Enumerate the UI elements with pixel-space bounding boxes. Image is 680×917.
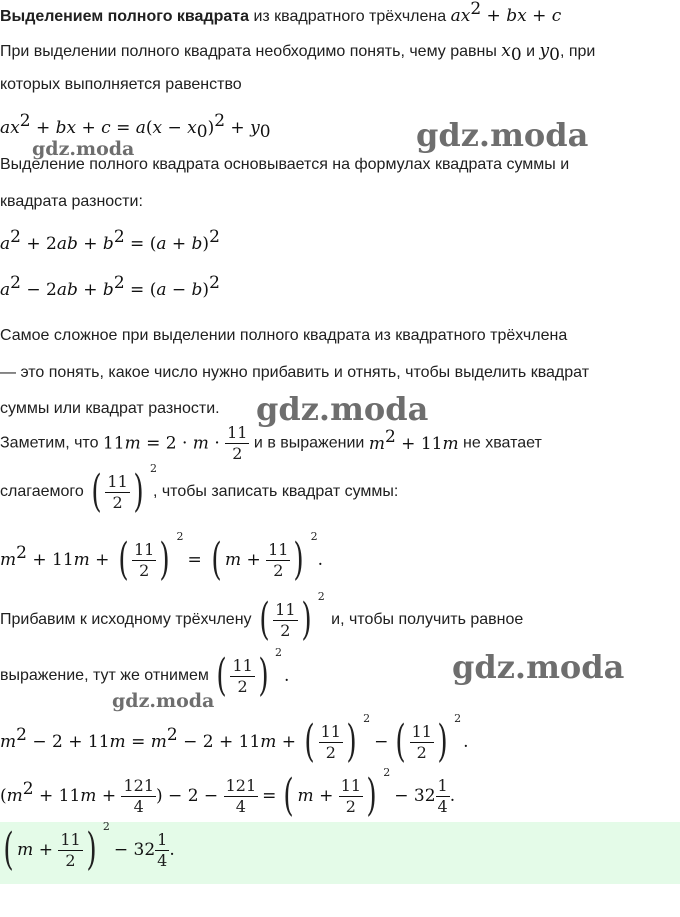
question-tail: , при (559, 43, 596, 60)
line-understand: — это понять, какое число нужно прибавить и отнять, чтобы выделить квадрат (0, 364, 590, 381)
line-basis: Выделение полного квадрата основывается на формулах квадрата суммы и (0, 156, 570, 173)
watermark: gdz.moda (112, 690, 215, 712)
math-square-diff: $a^2 - 2ab + b^2 = (a - b)^2$ (0, 273, 220, 300)
math-x0: $x_0$ (501, 41, 522, 65)
term-text: слагаемого (0, 483, 89, 500)
line-diff: квадрата разности: (0, 193, 143, 210)
math-add-subtract: $m^2 - 2 + 11m = m^2 - 2 + 11m$ + ( $\frac{11}{2}$ ) 2 − ( $\frac{11}{2}$ ) 2 . (0, 712, 469, 767)
line-subtract: выражение, тут же отнимем ( $\frac{11}{2}$ ) 2 . (0, 646, 290, 701)
math-complete-square: $m^2 + 11m$ + ( $\frac{11}{2}$ ) 2 = ( m + $\frac{11}{2}$ ) 2 . (0, 530, 324, 585)
term-bold: Выделением полного квадрата (0, 8, 249, 25)
line-notice: Заметим, что 11m = 2 · m · $\frac{11}{2}$ и в выражении $m^2 + 11m$ не хватает (0, 423, 542, 463)
math-regroup: ($m^2 + 11m$ + $\frac{121}{4}$ ) − 2 − $\frac{121}{4}$ = ( m + $\frac{11}{2}$ ) 2 − 32 $\frac{1}{4}$ . (0, 766, 456, 821)
notice-tail: не хватает (458, 434, 542, 452)
conj-and: и (521, 43, 540, 60)
watermark: gdz.moda (32, 138, 135, 160)
notice-mid: и в выражении (249, 434, 369, 452)
line-sum-or-diff: суммы или квадрат разности. (0, 400, 220, 417)
math-trinomial: $ax^2$ + bx + c (450, 0, 562, 26)
watermark: gdz.moda (256, 390, 429, 428)
fraction-11-2: $\frac{11}{2}$ (227, 423, 248, 463)
math-square-sum: $a^2 + 2ab + b^2 = (a + b)^2$ (0, 227, 220, 254)
term-tail: , чтобы записать квадрат суммы: (152, 483, 399, 500)
watermark: gdz.moda (452, 648, 625, 686)
math-y0: $y_0$ (539, 41, 560, 65)
watermark: gdz.moda (416, 116, 589, 154)
math-answer: ( m + $\frac{11}{2}$ ) 2 − 32 $\frac{1}{4}$ . (3, 820, 175, 875)
math-identity: $ax^2$ + bx + $c = a(x - x_0)^2 + y_0$ (0, 111, 271, 142)
intro-text: из квадратного трёхчлена (249, 8, 451, 25)
add-text: Прибавим к исходному трёхчлену (0, 611, 256, 628)
line-missing-term: слагаемого ( $\frac{11}{2}$ ) 2 , чтобы записать квадрат суммы: (0, 462, 399, 517)
line-which: которых выполняется равенство (0, 76, 242, 93)
line-hard: Самое сложное при выделении полного квадрата из квадратного трёхчлена (0, 327, 568, 344)
subtract-text: выражение, тут же отнимем (0, 667, 214, 684)
line-intro (0, 0, 562, 26)
add-tail: и, чтобы получить равное (326, 611, 524, 628)
question-text: При выделении полного квадрата необходимо понять, чему равны (0, 43, 502, 60)
line-question (0, 41, 596, 65)
notice-text: Заметим, что (0, 434, 103, 452)
line-add: Прибавим к исходному трёхчлену ( $\frac{11}{2}$ ) 2 и, чтобы получить равное (0, 590, 524, 645)
